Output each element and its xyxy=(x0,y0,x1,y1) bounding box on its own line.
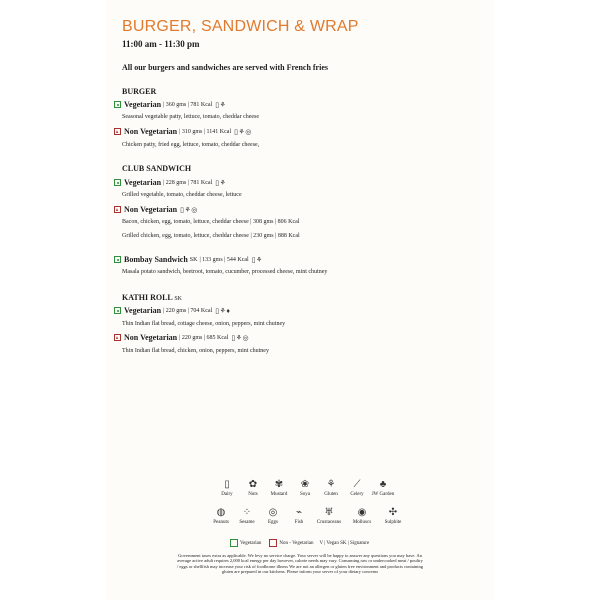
item-description: Seasonal vegetable patty, lettuce, tomato, cheddar cheese xyxy=(122,114,260,120)
diet-key xyxy=(230,539,369,547)
item-name: Non Vegetarian xyxy=(124,333,178,342)
nuts-icon: ✿ xyxy=(248,479,258,490)
section-title-club-sandwich: CLUB SANDWICH xyxy=(122,164,192,173)
item-description: Thin Indian flat bread, cottage cheese, onion, peppers, mint chutney xyxy=(122,321,286,327)
gluten-icon: ⚘ xyxy=(326,479,336,490)
veg-key-icon xyxy=(230,539,238,547)
disclaimer-text: Government taxes extra as applicable. We levy no service charge. Your server will be happy to answer any questions you may have. An average active adult requires 2,000 kcal energy per day however, calorie needs may vary. Consuming raw or undercooked meat / poultry / eggs or shellfish may increase your risk of foodborne illness We are not an allergen or gluten free environment and products containing gluten are prepared in our kitchens. Please inform your server of your dietary concerns xyxy=(177,553,423,574)
allergen-icons: ▯⚘ xyxy=(215,100,227,109)
fish-icon: ⌁ xyxy=(295,507,303,518)
celery-icon: ⟋ xyxy=(353,479,361,490)
legend-gluten: ⚘ Gluten xyxy=(324,479,338,497)
menu-item-kathi-veg xyxy=(114,306,230,315)
veg-marker-icon xyxy=(114,307,121,314)
legend-jw-garden: ♣ JW Garden xyxy=(371,479,395,497)
non-veg-key-icon xyxy=(269,539,277,547)
legend-celery: ⟋ Celery xyxy=(350,479,364,497)
item-description: Thin Indian flat bread, chicken, onion, peppers, mint chutney xyxy=(122,348,269,354)
item-meta: | 220 gms | 685 Kcal xyxy=(179,334,229,341)
page-title: BURGER, SANDWICH & WRAP xyxy=(122,18,359,35)
legend-sesame: ⁘ Sesame xyxy=(239,507,255,525)
section-title-burger: BURGER xyxy=(122,87,157,96)
peanuts-icon: ◍ xyxy=(216,507,226,518)
item-description: Chicken patty, fried egg, lettuce, tomato, cheddar cheese, xyxy=(122,142,260,148)
allergen-icons: ▯⚘◎ xyxy=(234,127,252,136)
item-meta: | 310 gms | 1141 Kcal xyxy=(179,128,232,135)
molluscs-icon: ◉ xyxy=(357,507,367,518)
veg-marker-icon xyxy=(114,101,121,108)
non-veg-marker-icon xyxy=(114,128,121,135)
legend-crustaceans: ♅ Crustaceans xyxy=(316,507,342,525)
item-name: Vegetarian xyxy=(124,306,162,315)
menu-item-kathi-nonveg xyxy=(114,333,249,342)
item-description-alt: Grilled chicken, egg, tomato, lettuce, cheddar cheese | 230 gms | 888 Kcal xyxy=(122,233,300,239)
legend-fish: ⌁ Fish xyxy=(294,507,304,525)
item-description: Masala potato sandwich, beetroot, tomato, cucumber, processed cheese, mint chutney xyxy=(122,269,328,275)
vegan-signature-key: V | Vegan SK | Signature xyxy=(319,540,370,546)
dairy-icon: ▯ xyxy=(224,479,230,490)
item-description: Grilled vegetable, tomato, cheddar cheese, lettuce xyxy=(122,192,242,198)
allergen-icons: ▯⚘◎ xyxy=(180,205,198,214)
mustard-icon: ✾ xyxy=(274,479,284,490)
item-name: Non Vegetarian xyxy=(124,127,178,136)
jw-garden-icon: ♣ xyxy=(379,479,387,490)
item-description: Bacon, chicken, egg, tomato, lettuce, cheddar cheese | 308 gms | 806 Kcal xyxy=(122,219,300,225)
legend-sulphite: ✣ Sulphite xyxy=(384,507,402,525)
item-name: Vegetarian xyxy=(124,100,162,109)
item-meta: | 220 gms | 704 Kcal xyxy=(163,307,213,314)
item-name: Bombay Sandwich xyxy=(124,255,188,264)
allergen-icons: ▯⚘♦ xyxy=(215,306,231,315)
legend-molluscs: ◉ Molluscs xyxy=(352,507,372,525)
allergen-icons: ▯⚘ xyxy=(251,255,263,264)
veg-marker-icon xyxy=(114,179,121,186)
veg-marker-icon xyxy=(114,256,121,263)
legend-mustard: ✾ Mustard xyxy=(270,479,288,497)
menu-item-bombay-sandwich xyxy=(114,255,263,264)
sesame-icon: ⁘ xyxy=(242,507,252,518)
eggs-icon: ◎ xyxy=(268,507,278,518)
non-veg-key-label: Non - Vegetarian xyxy=(279,540,314,546)
non-veg-marker-icon xyxy=(114,334,121,341)
item-meta: | 360 gms | 781 Kcal xyxy=(163,101,213,108)
item-name: Vegetarian xyxy=(124,178,162,187)
legend-nuts: ✿ Nuts xyxy=(248,479,258,497)
menu-item-club-veg xyxy=(114,178,226,187)
section-title-text: KATHI ROLL xyxy=(122,293,173,302)
service-hours: 11:00 am - 11:30 pm xyxy=(122,39,200,49)
section-title-kathi-roll xyxy=(122,293,182,302)
legend-dairy: ▯ Dairy xyxy=(221,479,233,497)
allergen-icons: ▯⚘ xyxy=(215,178,227,187)
legend-soya: ❀ Soya xyxy=(300,479,310,497)
item-name: Non Vegetarian xyxy=(124,205,178,214)
crustaceans-icon: ♅ xyxy=(324,507,334,518)
signature-tag: SK xyxy=(174,296,182,302)
item-meta: | 228 gms | 781 Kcal xyxy=(163,179,213,186)
soya-icon: ❀ xyxy=(300,479,310,490)
veg-key-label: Vegetarian xyxy=(240,540,262,546)
item-meta: | 133 gms | 544 Kcal xyxy=(199,256,249,263)
menu-item-burger-veg xyxy=(114,100,226,109)
signature-tag: SK xyxy=(189,256,198,263)
allergen-icons: ▯⚘◎ xyxy=(231,333,250,342)
menu-item-club-nonveg xyxy=(114,205,198,214)
legend-peanuts: ◍ Peanuts xyxy=(213,507,229,525)
fries-note: All our burgers and sandwiches are served with French fries xyxy=(122,63,328,72)
allergen-legend-row-2 xyxy=(208,507,408,525)
allergen-legend-row-1 xyxy=(214,479,396,497)
sulphite-icon: ✣ xyxy=(388,507,398,518)
legend-eggs: ◎ Eggs xyxy=(268,507,278,525)
non-veg-marker-icon xyxy=(114,206,121,213)
menu-item-burger-nonveg xyxy=(114,127,252,136)
